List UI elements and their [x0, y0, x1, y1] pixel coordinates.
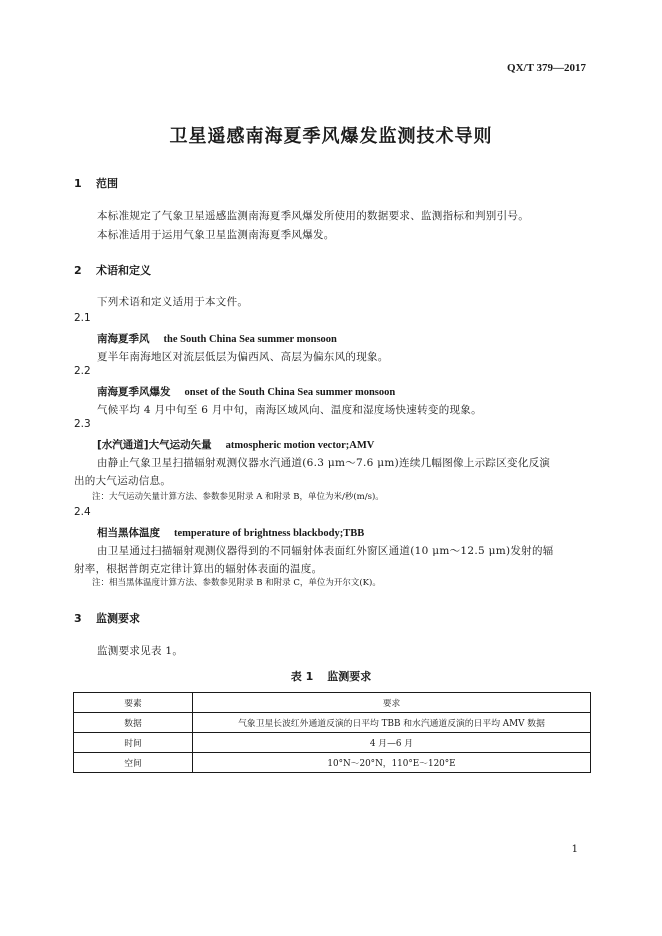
- table-cell: 时间: [74, 733, 193, 753]
- table-cell: 数据: [74, 713, 193, 733]
- section-3-paragraph: 监测要求见表 1。: [97, 645, 184, 657]
- term-definition: 气候平均 4 月中旬至 6 月中旬，南海区域风向、温度和湿度场快速转变的现象。: [97, 404, 482, 416]
- term-zh: 南海夏季风: [97, 333, 150, 345]
- term-heading: [97, 384, 395, 399]
- table-header-row: [74, 693, 591, 713]
- term-en: atmospheric motion vector;AMV: [225, 440, 375, 451]
- term-definition: 射率，根据普朗克定律计算出的辐射体表面的温度。: [74, 563, 323, 575]
- section-2-number: 2: [74, 264, 82, 277]
- table-row: [74, 733, 591, 753]
- section-1-title: 范围: [96, 177, 118, 190]
- page-number: 1: [571, 844, 578, 855]
- term-note: 注：相当黑体温度计算方法、参数参见附录 B 和附录 C，单位为开尔文(K)。: [92, 578, 381, 588]
- term-definition: 由静止气象卫星扫描辐射观测仪器水汽通道(6.3 μm～7.6 μm)连续几幅图像上示踪区变化反演: [97, 457, 551, 469]
- term-zh: 相当黑体温度: [97, 527, 160, 539]
- section-1-paragraph: 本标准适用于运用气象卫星监测南海夏季风爆发。: [97, 229, 335, 241]
- table-caption-title: 监测要求: [327, 670, 372, 683]
- section-1-heading: [74, 175, 118, 191]
- term-zh: 南海夏季风爆发: [97, 386, 171, 398]
- section-1-paragraph: 本标准规定了气象卫星遥感监测南海夏季风爆发所使用的数据要求、监测指标和判别引号。: [97, 210, 529, 222]
- clause-number: 2.1: [74, 312, 91, 324]
- clause-number: 2.2: [74, 365, 91, 377]
- table-header-cell: 要求: [193, 693, 591, 713]
- table-header-cell: 要素: [74, 693, 193, 713]
- term-en: onset of the South China Sea summer monsoon: [184, 387, 396, 398]
- section-3-title: 监测要求: [96, 612, 140, 625]
- table-cell: 气象卫星长波红外通道反演的日平均 TBB 和水汽通道反演的日平均 AMV 数据: [193, 713, 591, 733]
- term-en: temperature of brightness blackbody;TBB: [174, 528, 365, 539]
- table-cell: 10°N～20°N，110°E～120°E: [193, 753, 591, 773]
- term-definition: 出的大气运动信息。: [74, 475, 172, 487]
- section-2-intro: 下列术语和定义适用于本文件。: [97, 296, 249, 308]
- requirements-table: [73, 692, 591, 773]
- table-caption: [0, 668, 662, 684]
- term-note: 注：大气运动矢量计算方法、参数参见附录 A 和附录 B，单位为米/秒(m/s)。: [92, 492, 384, 502]
- clause-number: 2.3: [74, 418, 91, 430]
- table-row: [74, 753, 591, 773]
- section-3-number: 3: [74, 612, 82, 625]
- term-en: the South China Sea summer monsoon: [163, 334, 337, 345]
- term-heading: [97, 437, 374, 452]
- section-3-heading: [74, 610, 140, 626]
- term-definition: 由卫星通过扫描辐射观测仪器得到的不同辐射体表面红外窗区通道(10 μm～12.5 μm)发射的辐: [97, 545, 554, 557]
- term-heading: [97, 525, 364, 540]
- section-1-number: 1: [74, 177, 82, 190]
- term-heading: [97, 331, 337, 346]
- document-title: 卫星遥感南海夏季风爆发监测技术导则: [169, 126, 493, 147]
- table-cell: 4 月—6 月: [193, 733, 591, 753]
- section-2-heading: [74, 262, 151, 278]
- table-row: [74, 713, 591, 733]
- term-definition: 夏半年南海地区对流层低层为偏西风、高层为偏东风的现象。: [97, 351, 389, 363]
- table-cell: 空间: [74, 753, 193, 773]
- section-2-title: 术语和定义: [96, 264, 151, 277]
- clause-number: 2.4: [74, 506, 91, 518]
- term-zh: [水汽通道]大气运动矢量: [97, 439, 212, 451]
- standard-code: QX/T 379—2017: [507, 62, 586, 74]
- table-caption-number: 表 1: [290, 670, 314, 683]
